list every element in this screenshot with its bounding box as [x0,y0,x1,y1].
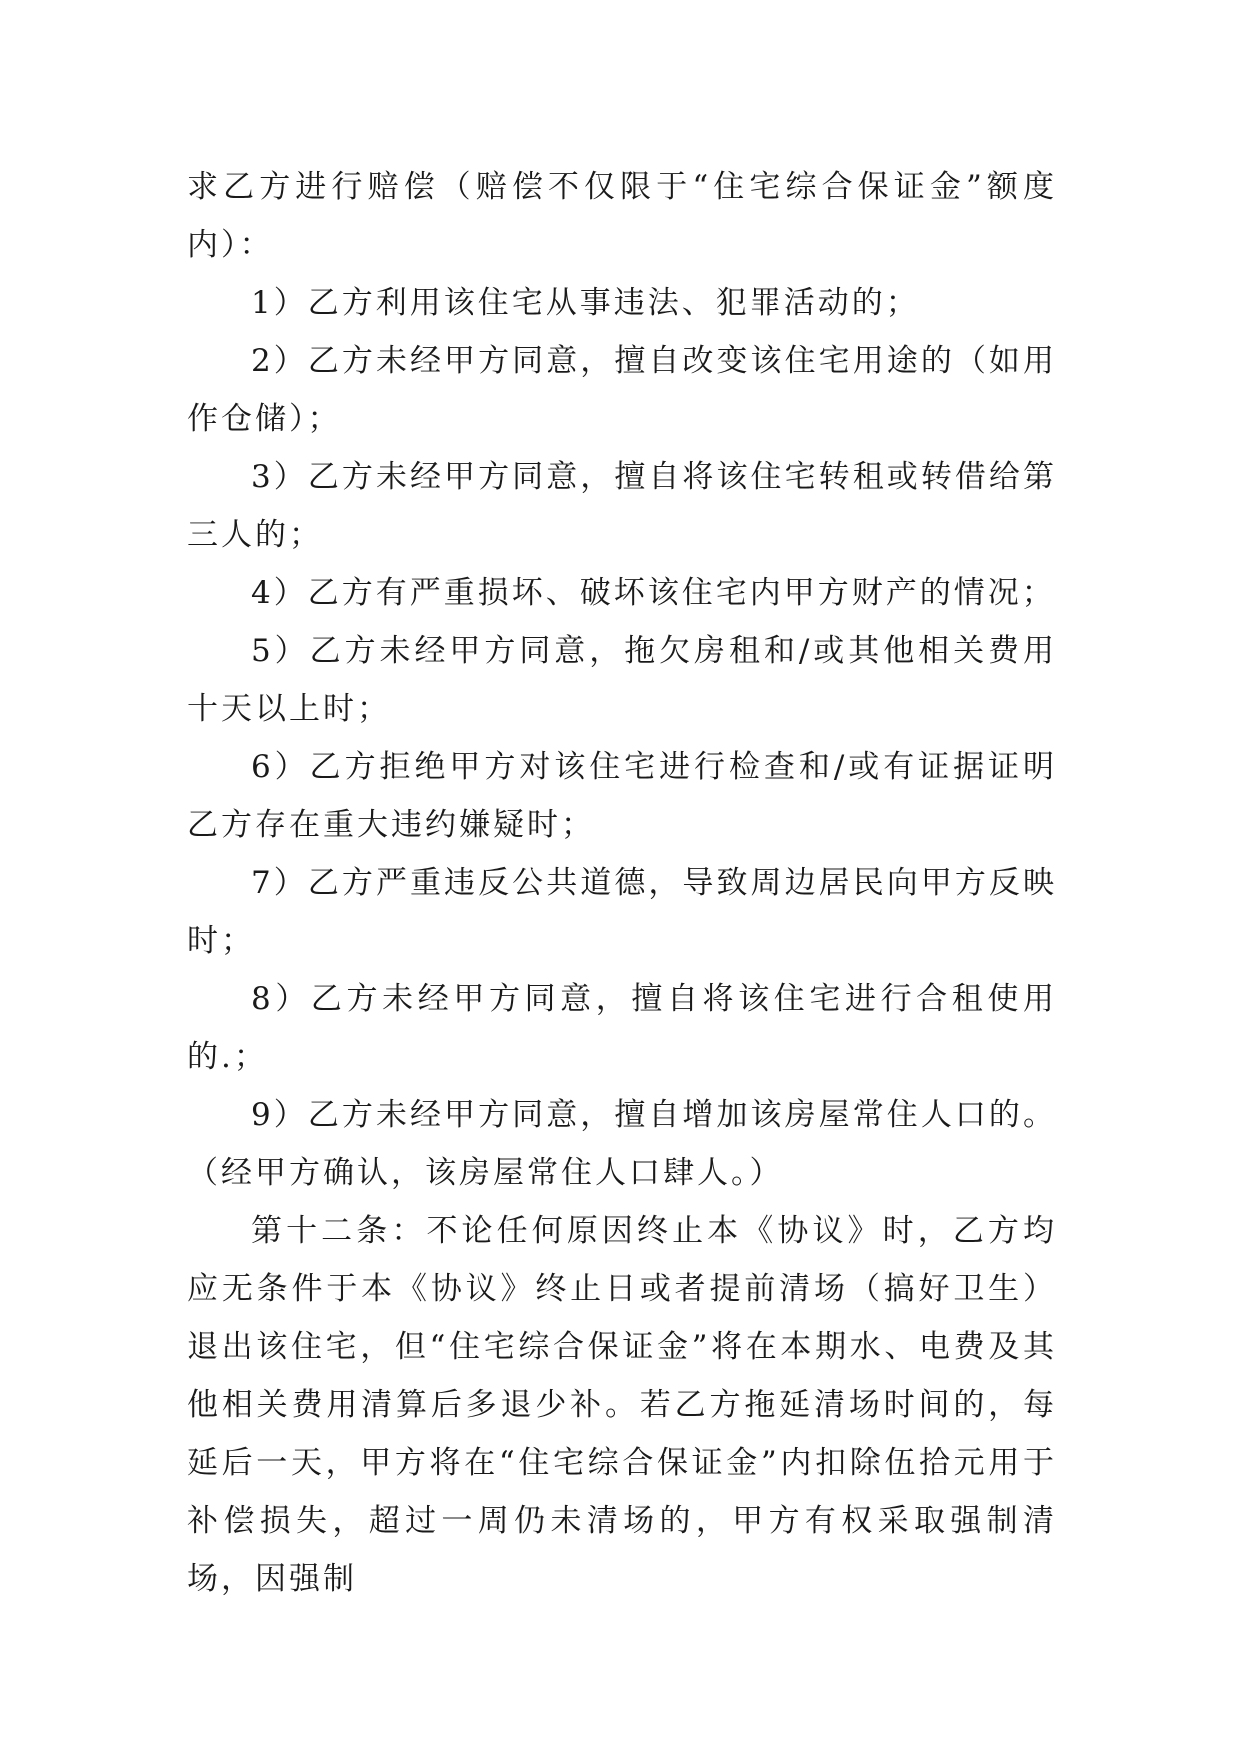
article-12-paragraph: 第十二条：不论任何原因终止本《协议》时，乙方均应无条件于本《协议》终止日或者提前清场（搞好卫生）退出该住宅，但“住宅综合保证金”将在本期水、电费及其他相关费用清算后多退少补。若乙方拖延清场时间的，每延后一天，甲方将在“住宅综合保证金”内扣除伍拾元用于补偿损失，超过一周仍未清场的，甲方有权采取强制清场，因强制 [187,1213,1057,1597]
list-item-8: 8）乙方未经甲方同意，擅自将该住宅进行合租使用的.； [187,981,1057,1075]
document-body [187,158,1057,1608]
paragraph-continuation: 求乙方进行赔偿（赔偿不仅限于“住宅综合保证金”额度内）： [187,169,1057,263]
list-item-4: 4）乙方有严重损坏、破坏该住宅内甲方财产的情况； [251,575,1056,611]
list-item-1: 1）乙方利用该住宅从事违法、犯罪活动的； [251,285,920,321]
list-item-7: 7）乙方严重违反公共道德，导致周边居民向甲方反映时； [187,865,1057,959]
list-item-2: 2）乙方未经甲方同意，擅自改变该住宅用途的（如用作仓储）； [187,343,1057,437]
list-item-5: 5）乙方未经甲方同意，拖欠房租和/或其他相关费用十天以上时； [187,633,1057,727]
list-item-9: 9）乙方未经甲方同意，擅自增加该房屋常住人口的。（经甲方确认，该房屋常住人口肆人。） [187,1097,1057,1191]
list-item-3: 3）乙方未经甲方同意，擅自将该住宅转租或转借给第三人的； [187,459,1057,553]
list-item-6: 6）乙方拒绝甲方对该住宅进行检查和/或有证据证明乙方存在重大违约嫌疑时； [187,749,1057,843]
